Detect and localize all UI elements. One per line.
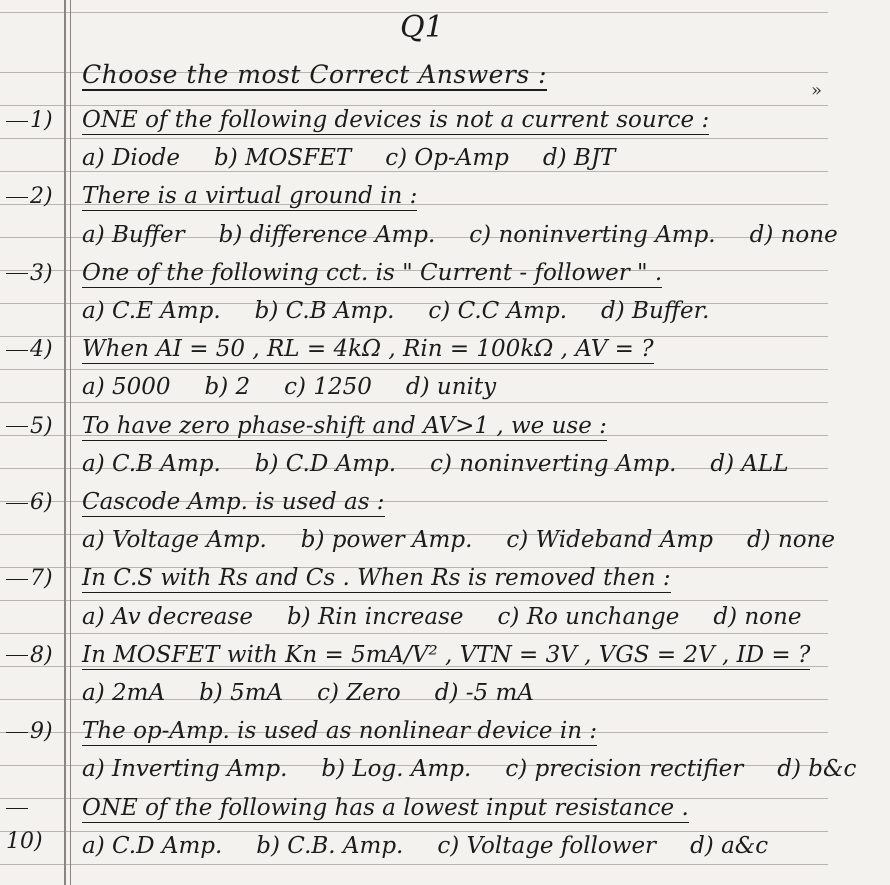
answer-option: d) a&c (690, 832, 769, 859)
margin-line-inner (70, 0, 71, 885)
answer-option: a) Diode (82, 145, 180, 172)
answer-option: a) Av decrease (82, 603, 253, 630)
answer-option: c) precision rectifier (505, 756, 744, 783)
answer-option: d) none (746, 527, 836, 554)
page-edge-mark: » (810, 80, 822, 101)
question-line (82, 410, 814, 443)
question-number: 2) (6, 180, 64, 213)
question-line (82, 639, 814, 672)
question-text: In C.S with Rs and Cs . When Rs is removed then : (82, 565, 671, 592)
question-text: The op-Amp. is used as nonlinear device in : (82, 718, 598, 745)
question-text: In MOSFET with Kn = 5mA/V² , VTN = 3V , VGS = 2V , ID = ? (82, 641, 811, 668)
answer-option: d) none (713, 603, 802, 630)
options-line (82, 830, 814, 863)
question-text: Cascode Amp. is used as : (82, 489, 385, 515)
answer-option: c) Voltage follower (437, 832, 657, 859)
answer-option: b) 2 (204, 374, 251, 401)
answer-option: d) none (749, 221, 838, 248)
question-header: Q1 (400, 10, 444, 45)
answer-option: a) Inverting Amp. (82, 756, 288, 783)
answer-option: c) Op-Amp (385, 145, 509, 172)
margin-line (64, 0, 66, 885)
question-text: To have zero phase-shift and AV>1 , we use : (82, 412, 607, 439)
question-line (82, 180, 814, 213)
options-line (82, 524, 836, 557)
question-number: 7) (6, 562, 64, 595)
answer-option: a) Voltage Amp. (82, 527, 267, 554)
question-text: When AI = 50 , RL = 4kΩ , Rin = 100kΩ , AV = ? (82, 336, 654, 363)
question-line (82, 257, 814, 290)
answer-option: b) Rin increase (286, 603, 464, 630)
answer-option: c) noninverting Amp. (469, 221, 716, 248)
instructions-title: Choose the most Correct Answers : (82, 60, 548, 89)
question-text: ONE of the following devices is not a current source : (82, 107, 710, 133)
answer-option: a) C.D Amp. (82, 832, 223, 859)
answer-option: c) noninverting Amp. (430, 450, 677, 477)
options-line (82, 677, 814, 710)
question-number: 5) (6, 410, 64, 443)
options-line (82, 753, 857, 786)
answer-option: a) 5000 (82, 374, 171, 401)
question-number: 3) (6, 257, 64, 290)
answer-option: b) MOSFET (213, 145, 352, 172)
answer-option: c) C.C Amp. (428, 298, 568, 324)
answer-option: d) BJT (542, 145, 616, 172)
answer-option: a) C.E Amp. (82, 298, 221, 324)
question-line (82, 792, 814, 825)
answer-option: d) Buffer. (601, 298, 710, 324)
question-line (82, 486, 814, 519)
options-line (82, 295, 814, 328)
question-number: 4) (6, 333, 64, 366)
question-number: 10) (6, 792, 64, 825)
question-line (82, 715, 814, 748)
question-number: 9) (6, 715, 64, 748)
answer-option: b) 5mA (199, 680, 284, 706)
answer-option: a) 2mA (82, 680, 166, 706)
options-line (82, 219, 838, 252)
answer-option: c) Wideband Amp (506, 527, 713, 554)
answer-option: d) b&c (777, 756, 857, 783)
question-text: ONE of the following has a lowest input resistance . (82, 794, 689, 821)
question-line (82, 333, 814, 366)
question-line (82, 104, 814, 137)
question-line (82, 562, 814, 595)
answer-option: c) Zero (317, 680, 401, 706)
answer-option: a) Buffer (82, 221, 185, 248)
answer-option: b) C.B. Amp. (256, 832, 404, 859)
question-text: There is a virtual ground in : (82, 183, 418, 210)
answer-option: d) -5 mA (434, 680, 534, 706)
answer-option: b) C.B Amp. (254, 298, 395, 324)
question-number: 1) (6, 104, 64, 137)
answer-option: b) C.D Amp. (254, 450, 397, 477)
answer-option: c) 1250 (284, 374, 372, 401)
question-text: One of the following cct. is " Current - follower " . (82, 259, 663, 286)
options-line (82, 371, 814, 404)
answer-option: c) Ro unchange (497, 603, 680, 630)
answer-option: d) unity (405, 374, 497, 401)
answer-option: b) power Amp. (300, 527, 473, 554)
options-line (82, 601, 814, 634)
options-line (82, 448, 814, 481)
options-line (82, 142, 814, 175)
answer-option: d) ALL (710, 450, 789, 477)
answer-option: b) Log. Amp. (321, 756, 472, 783)
question-number: 6) (6, 486, 64, 519)
answer-option: a) C.B Amp. (82, 450, 221, 477)
answer-option: b) difference Amp. (218, 221, 436, 248)
question-number: 8) (6, 639, 64, 672)
